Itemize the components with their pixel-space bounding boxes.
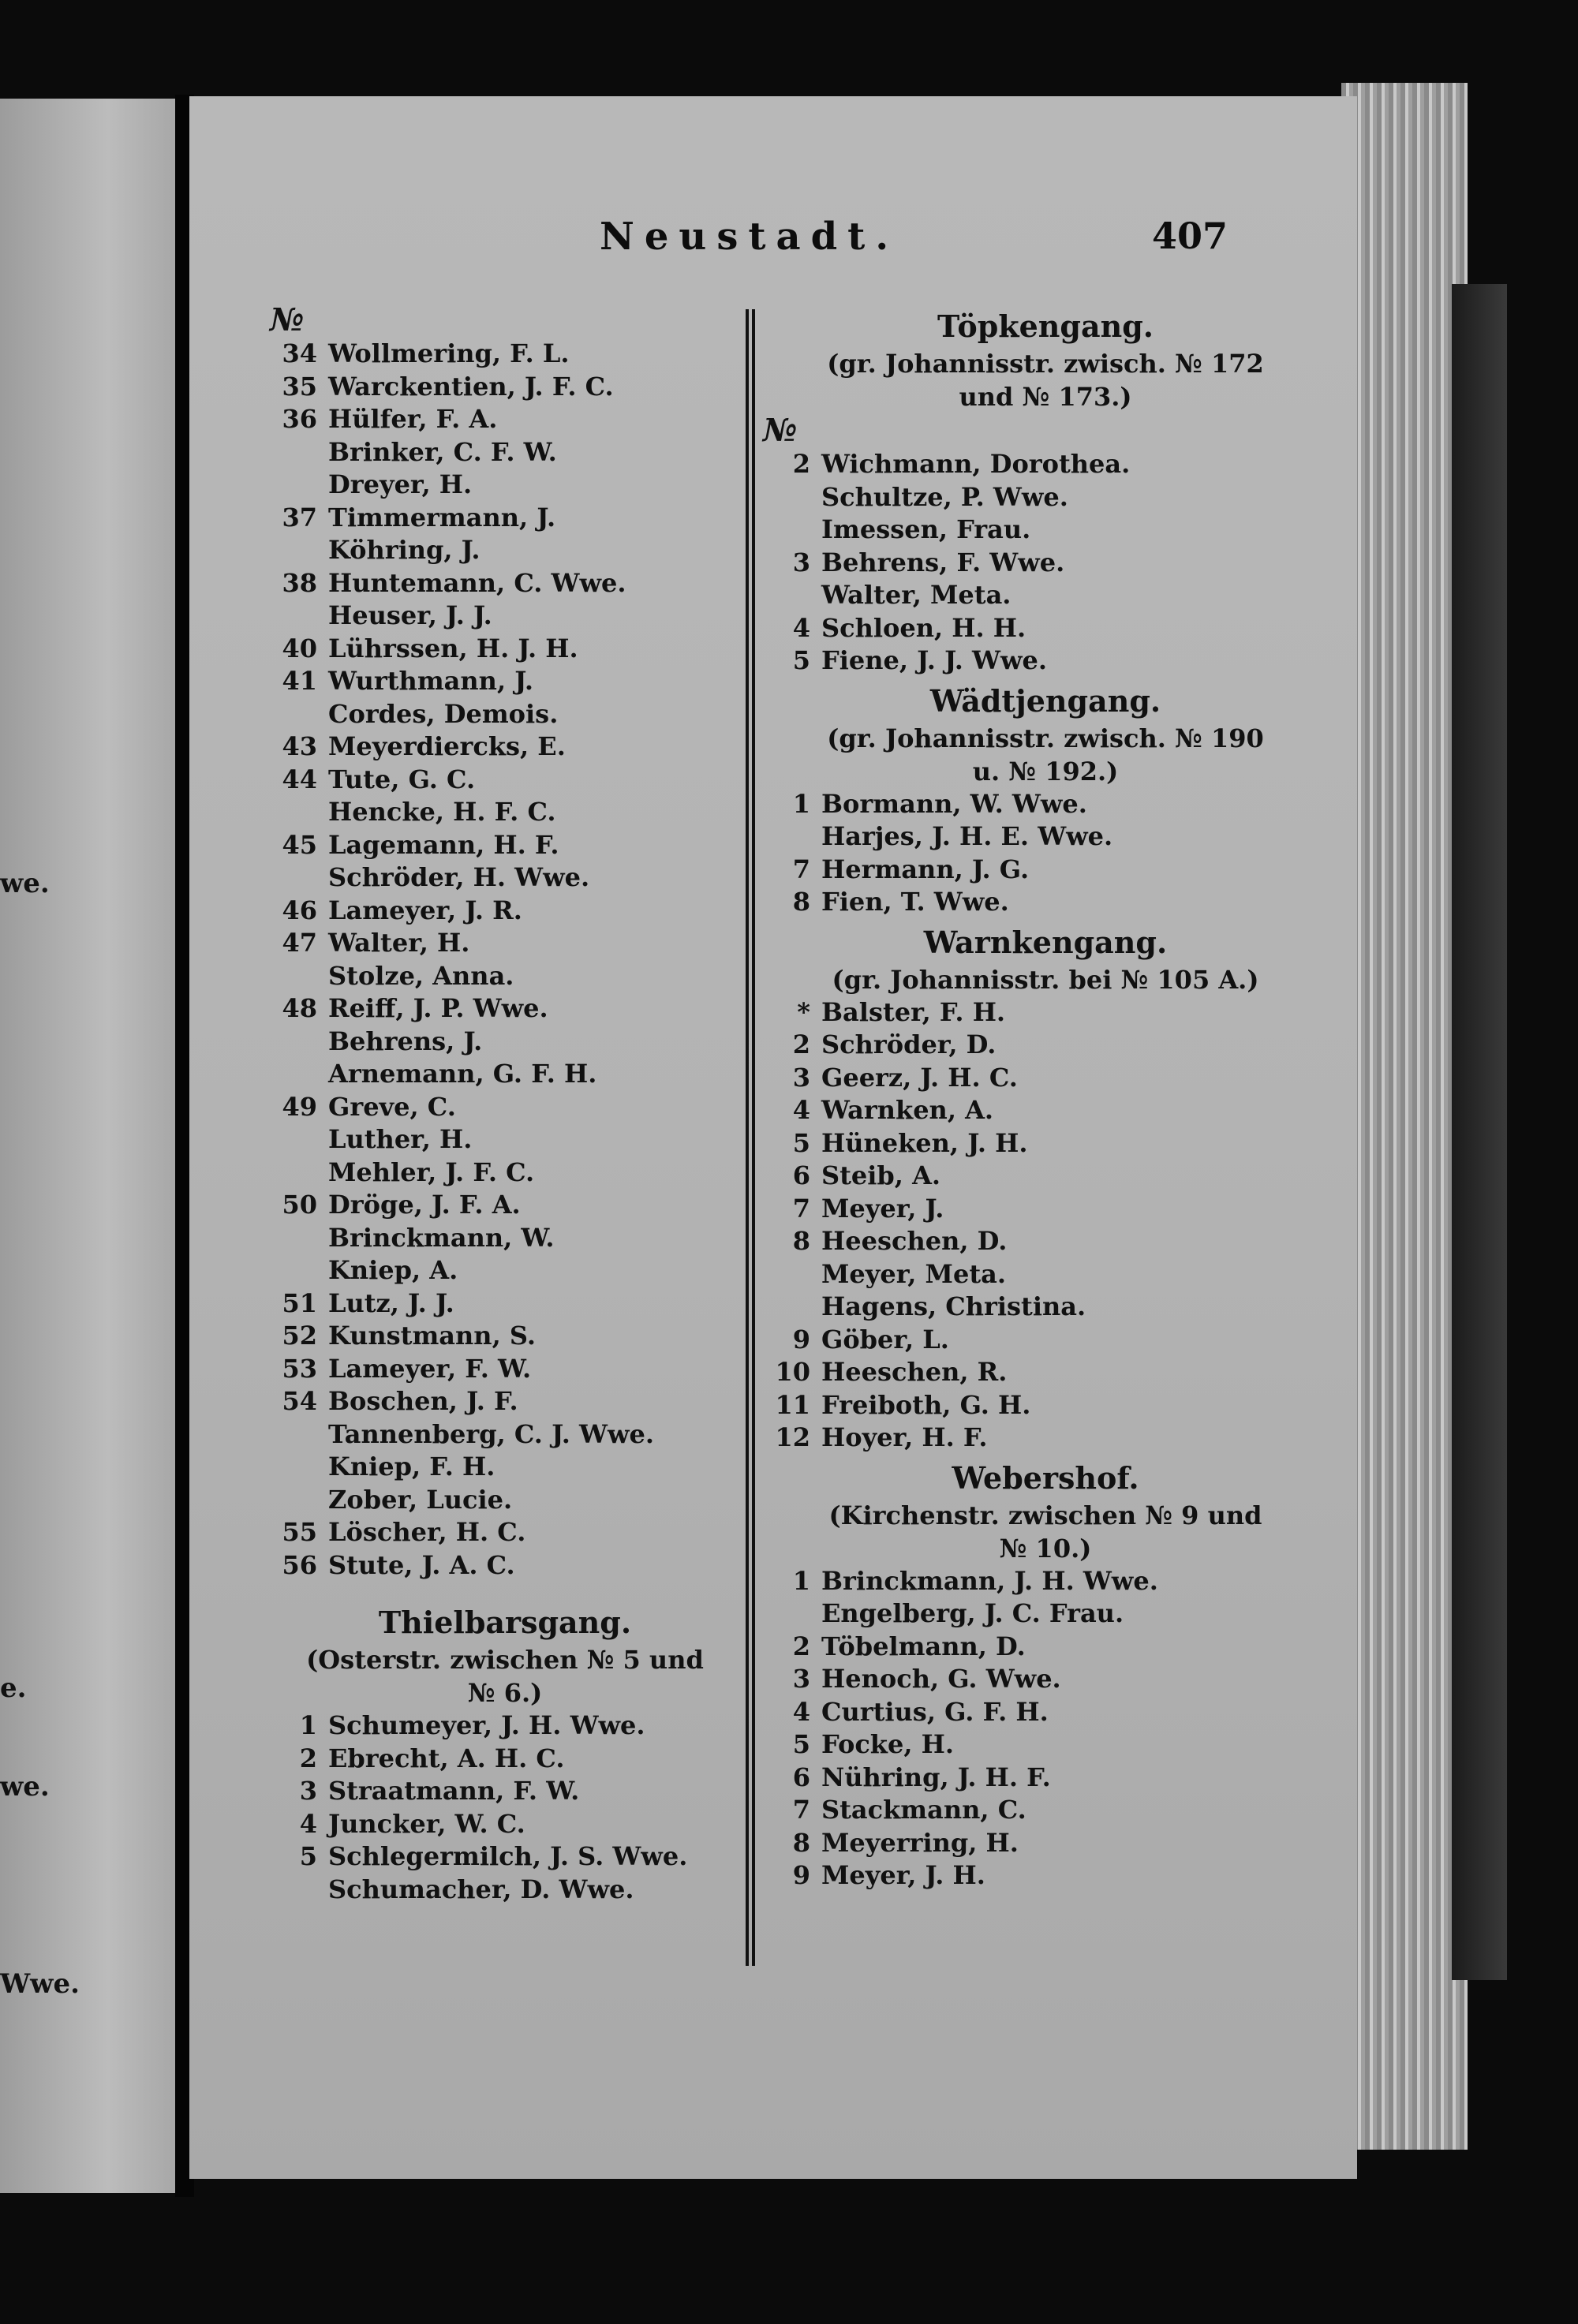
list-item [268,895,742,928]
list-item [268,1808,742,1841]
list-item [761,579,1329,612]
resident-name: Huntemann, C. Wwe. [328,567,626,598]
resident-name: Lameyer, J. R. [328,895,522,925]
resident-name: Schröder, H. Wwe. [328,862,590,892]
list-item [761,1356,1329,1389]
resident-name: Töbelmann, D. [821,1631,1026,1661]
list-item [761,1631,1329,1664]
list-item [761,1597,1329,1631]
house-number: 4 [299,1808,317,1839]
resident-name: Hagens, Christina. [821,1291,1086,1321]
resident-name: Boschen, J. F. [328,1386,518,1416]
house-number: 43 [282,731,317,761]
house-number: 4 [792,1095,810,1125]
house-number: 53 [282,1353,317,1384]
house-number: 7 [792,1193,810,1224]
list-item [268,600,742,633]
list-item [268,698,742,731]
left-page [0,99,180,2193]
list-item [268,1516,742,1549]
list-item [268,1418,742,1452]
resident-name: Arnemann, G. F. H. [328,1059,597,1089]
house-number: 48 [282,993,317,1023]
list-item [761,788,1329,821]
street-location: (Osterstr. zwischen № 5 und [306,1645,704,1675]
resident-name: Kniep, F. H. [328,1452,495,1481]
house-number: 5 [792,645,810,675]
list-item [268,1320,742,1353]
left-page-text: e. [0,1672,27,1704]
house-number: 11 [775,1389,810,1420]
list-item [268,665,742,698]
house-number: 55 [282,1517,317,1547]
resident-name: Behrens, F. Wwe. [821,547,1065,577]
list-item [268,338,742,371]
spacer [268,1582,742,1599]
resident-name: Freiboth, G. H. [821,1389,1031,1420]
list-item [268,796,742,829]
street-heading: Webershof. [952,1459,1139,1496]
resident-name: Behrens, J. [328,1026,483,1056]
resident-name: Tannenberg, C. J. Wwe. [328,1418,654,1449]
house-number: 3 [792,1664,810,1694]
resident-name: Walter, H. [328,928,470,958]
list-item [761,1225,1329,1258]
house-number: 9 [792,1860,810,1890]
street-heading: Warnkengang. [923,924,1168,960]
resident-name: Wichmann, Dorothea. [821,449,1131,479]
resident-name: Fiene, J. J. Wwe. [821,645,1047,675]
list-item [268,1353,742,1386]
house-number: 5 [792,1729,810,1759]
house-number: 4 [792,1696,810,1727]
list-item [268,1451,742,1484]
list-item [268,960,742,993]
house-number: 5 [299,1841,317,1871]
house-number: 2 [792,1029,810,1059]
list-item [268,1840,742,1874]
resident-name: Wurthmann, J. [328,666,534,696]
house-number: 56 [282,1549,317,1580]
list-item [268,1874,742,1907]
house-number: 7 [792,854,810,884]
resident-name: Reiff, J. P. Wwe. [328,993,548,1023]
list-item [268,829,742,862]
list-item [268,927,742,960]
list-item [761,514,1329,547]
resident-name: Hülfer, F. A. [328,404,498,434]
house-number: 6 [792,1160,810,1190]
house-number: 5 [792,1127,810,1158]
resident-name: Fien, T. Wwe. [821,887,1009,917]
resident-name: Harjes, J. H. E. Wwe. [821,821,1113,851]
resident-name: Warckentien, J. F. C. [328,371,614,402]
resident-name: Tute, G. C. [328,764,476,794]
list-item [268,1709,742,1743]
resident-name: Hermann, J. G. [821,854,1030,884]
list-item [268,861,742,895]
resident-name: Heeschen, D. [821,1226,1008,1256]
resident-name: Lutz, J. J. [328,1287,454,1318]
resident-name: Göber, L. [821,1324,949,1354]
list-item [761,820,1329,854]
list-item [268,436,742,469]
resident-name: Greve, C. [328,1091,456,1122]
list-item [268,1549,742,1582]
list-item [761,1794,1329,1827]
resident-name: Bormann, W. Wwe. [821,788,1087,819]
list-item [761,1062,1329,1095]
house-number: 37 [282,502,317,532]
list-item [761,854,1329,887]
list-item [761,1663,1329,1696]
resident-name: Lührssen, H. J. H. [328,633,578,663]
house-number: 44 [282,764,317,794]
list-item [761,1728,1329,1762]
street-location: № 10.) [999,1533,1092,1564]
directory-page [189,96,1357,2179]
resident-name: Henoch, G. Wwe. [821,1664,1061,1694]
running-head-title: Neustadt. [600,215,899,259]
house-number: 54 [282,1386,317,1416]
house-number: 2 [792,1631,810,1661]
list-item [268,1026,742,1059]
page-edges [1341,83,1468,2150]
house-number: 52 [282,1321,317,1351]
house-number: 38 [282,567,317,598]
resident-name: Focke, H. [821,1729,954,1759]
resident-name: Schumacher, D. Wwe. [328,1874,634,1904]
resident-name: Imessen, Frau. [821,514,1031,544]
resident-name: Schröder, D. [821,1029,997,1059]
list-item [268,534,742,567]
house-number: 6 [792,1762,810,1792]
resident-name: Meyerring, H. [821,1827,1019,1858]
house-number: * [797,996,810,1027]
list-item [761,1696,1329,1729]
page-number: 407 [1152,215,1228,257]
house-number: 4 [792,612,810,643]
house-number: 12 [775,1422,810,1452]
list-item [761,1258,1329,1291]
resident-name: Stolze, Anna. [328,960,514,991]
house-number: 34 [282,338,317,368]
resident-name: Mehler, J. F. C. [328,1156,535,1187]
resident-name: Juncker, W. C. [328,1808,525,1839]
resident-name: Dreyer, H. [328,469,473,499]
resident-name: Meyer, Meta. [821,1258,1006,1289]
resident-name: Stackmann, C. [821,1795,1026,1825]
list-item [268,992,742,1026]
list-item [761,448,1329,481]
resident-name: Löscher, H. C. [328,1517,526,1547]
left-column [268,303,742,1906]
list-item [268,1123,742,1156]
house-number: 47 [282,928,317,958]
right-column [761,303,1329,1892]
list-item [761,1389,1329,1422]
list-item [761,1127,1329,1160]
list-item [268,567,742,600]
house-number: 40 [282,633,317,663]
house-number: 9 [792,1324,810,1354]
list-item [268,1287,742,1321]
list-item [761,1324,1329,1357]
background-shadow [1452,284,1507,1980]
house-number: 1 [792,788,810,819]
resident-name: Schlegermilch, J. S. Wwe. [328,1841,688,1871]
list-item [268,1254,742,1287]
column-rule [746,309,755,1966]
resident-name: Geerz, J. H. C. [821,1062,1018,1093]
resident-name: Timmermann, J. [328,502,556,532]
resident-name: Schultze, P. Wwe. [821,481,1068,512]
resident-name: Lameyer, F. W. [328,1353,532,1384]
list-item [761,1291,1329,1324]
left-page-text: we. [0,1771,50,1803]
house-number: 49 [282,1091,317,1122]
list-item [268,1189,742,1222]
resident-name: Köhring, J. [328,535,481,565]
street-location: (Kirchenstr. zwischen № 9 und [828,1500,1262,1530]
house-number: 3 [299,1776,317,1806]
resident-name: Curtius, G. F. H. [821,1696,1049,1727]
list-item [268,469,742,502]
resident-name: Engelberg, J. C. Frau. [821,1598,1124,1628]
street-heading: Töpkengang. [937,308,1154,344]
house-number: 36 [282,404,317,434]
list-item [761,645,1329,678]
resident-name: Zober, Lucie. [328,1484,513,1515]
number-header: № [763,412,798,449]
resident-name: Ebrecht, A. H. C. [328,1743,565,1773]
resident-name: Steib, A. [821,1160,941,1190]
street-location: und № 173.) [959,382,1132,412]
resident-name: Brinckmann, W. [328,1222,555,1253]
resident-name: Meyer, J. [821,1193,944,1224]
list-item [268,371,742,404]
resident-name: Hencke, H. F. C. [328,797,556,827]
resident-name: Schumeyer, J. H. Wwe. [328,1710,645,1740]
street-location: u. № 192.) [972,756,1119,786]
list-item [268,1222,742,1255]
house-number: 8 [792,887,810,917]
list-item [761,547,1329,580]
list-item [761,1565,1329,1598]
street-location: № 6.) [467,1678,543,1708]
list-item [268,1058,742,1091]
house-number: 7 [792,1795,810,1825]
list-item [268,403,742,436]
left-page-text: Wwe. [0,1968,80,2000]
list-item [761,612,1329,645]
resident-name: Meyerdiercks, E. [328,731,566,761]
list-item [268,502,742,535]
resident-name: Nühring, J. H. F. [821,1762,1051,1792]
house-number: 1 [299,1710,317,1740]
resident-name: Cordes, Demois. [328,698,559,729]
house-number: 3 [792,547,810,577]
list-item [761,886,1329,919]
house-number: 46 [282,895,317,925]
list-item [761,1859,1329,1892]
resident-name: Wollmering, F. L. [328,338,570,368]
resident-name: Kniep, A. [328,1255,458,1285]
list-item [761,1029,1329,1062]
house-number: 45 [282,829,317,860]
resident-name: Dröge, J. F. A. [328,1190,521,1220]
list-item [268,633,742,666]
list-item [268,1385,742,1418]
resident-name: Walter, Meta. [821,580,1011,610]
resident-name: Meyer, J. H. [821,1860,985,1890]
street-location: (gr. Johannisstr. zwisch. № 190 [827,723,1264,753]
list-item [761,1160,1329,1193]
list-item [761,996,1329,1029]
resident-name: Luther, H. [328,1124,473,1154]
resident-name: Brinckmann, J. H. Wwe. [821,1565,1158,1596]
list-item [761,1193,1329,1226]
resident-name: Schloen, H. H. [821,612,1026,643]
resident-name: Balster, F. H. [821,996,1006,1027]
resident-name: Stute, J. A. C. [328,1549,515,1580]
list-item [268,1091,742,1124]
resident-name: Warnken, A. [821,1095,994,1125]
resident-name: Hoyer, H. F. [821,1422,988,1452]
street-location: (gr. Johannisstr. bei № 105 A.) [832,964,1259,995]
list-item [268,730,742,764]
list-item [761,1094,1329,1127]
street-location: (gr. Johannisstr. zwisch. № 172 [827,349,1264,379]
house-number: 8 [792,1226,810,1256]
list-item [268,1775,742,1808]
house-number: 2 [792,449,810,479]
resident-name: Kunstmann, S. [328,1321,536,1351]
house-number: 2 [299,1743,317,1773]
resident-name: Lagemann, H. F. [328,829,559,860]
list-item [761,1762,1329,1795]
list-item [761,1422,1329,1455]
list-item [761,1827,1329,1860]
house-number: 35 [282,371,317,402]
resident-name: Brinker, C. F. W. [328,436,557,467]
house-number: 3 [792,1062,810,1093]
street-heading: Thielbarsgang. [378,1605,632,1640]
street-heading: Wädtjengang. [929,682,1161,719]
list-item [268,764,742,797]
list-item [268,1743,742,1776]
house-number: 50 [282,1190,317,1220]
list-item [761,481,1329,514]
resident-name: Heeschen, R. [821,1357,1008,1387]
resident-name: Hüneken, J. H. [821,1127,1028,1158]
list-item [268,1484,742,1517]
left-page-text: we. [0,868,50,899]
house-number: 51 [282,1287,317,1318]
house-number: 41 [282,666,317,696]
resident-name: Straatmann, F. W. [328,1776,580,1806]
resident-name: Heuser, J. J. [328,600,492,630]
house-number: 8 [792,1827,810,1858]
number-header: № [270,301,305,338]
house-number: 10 [775,1357,810,1387]
house-number: 1 [792,1565,810,1596]
list-item [268,1156,742,1190]
